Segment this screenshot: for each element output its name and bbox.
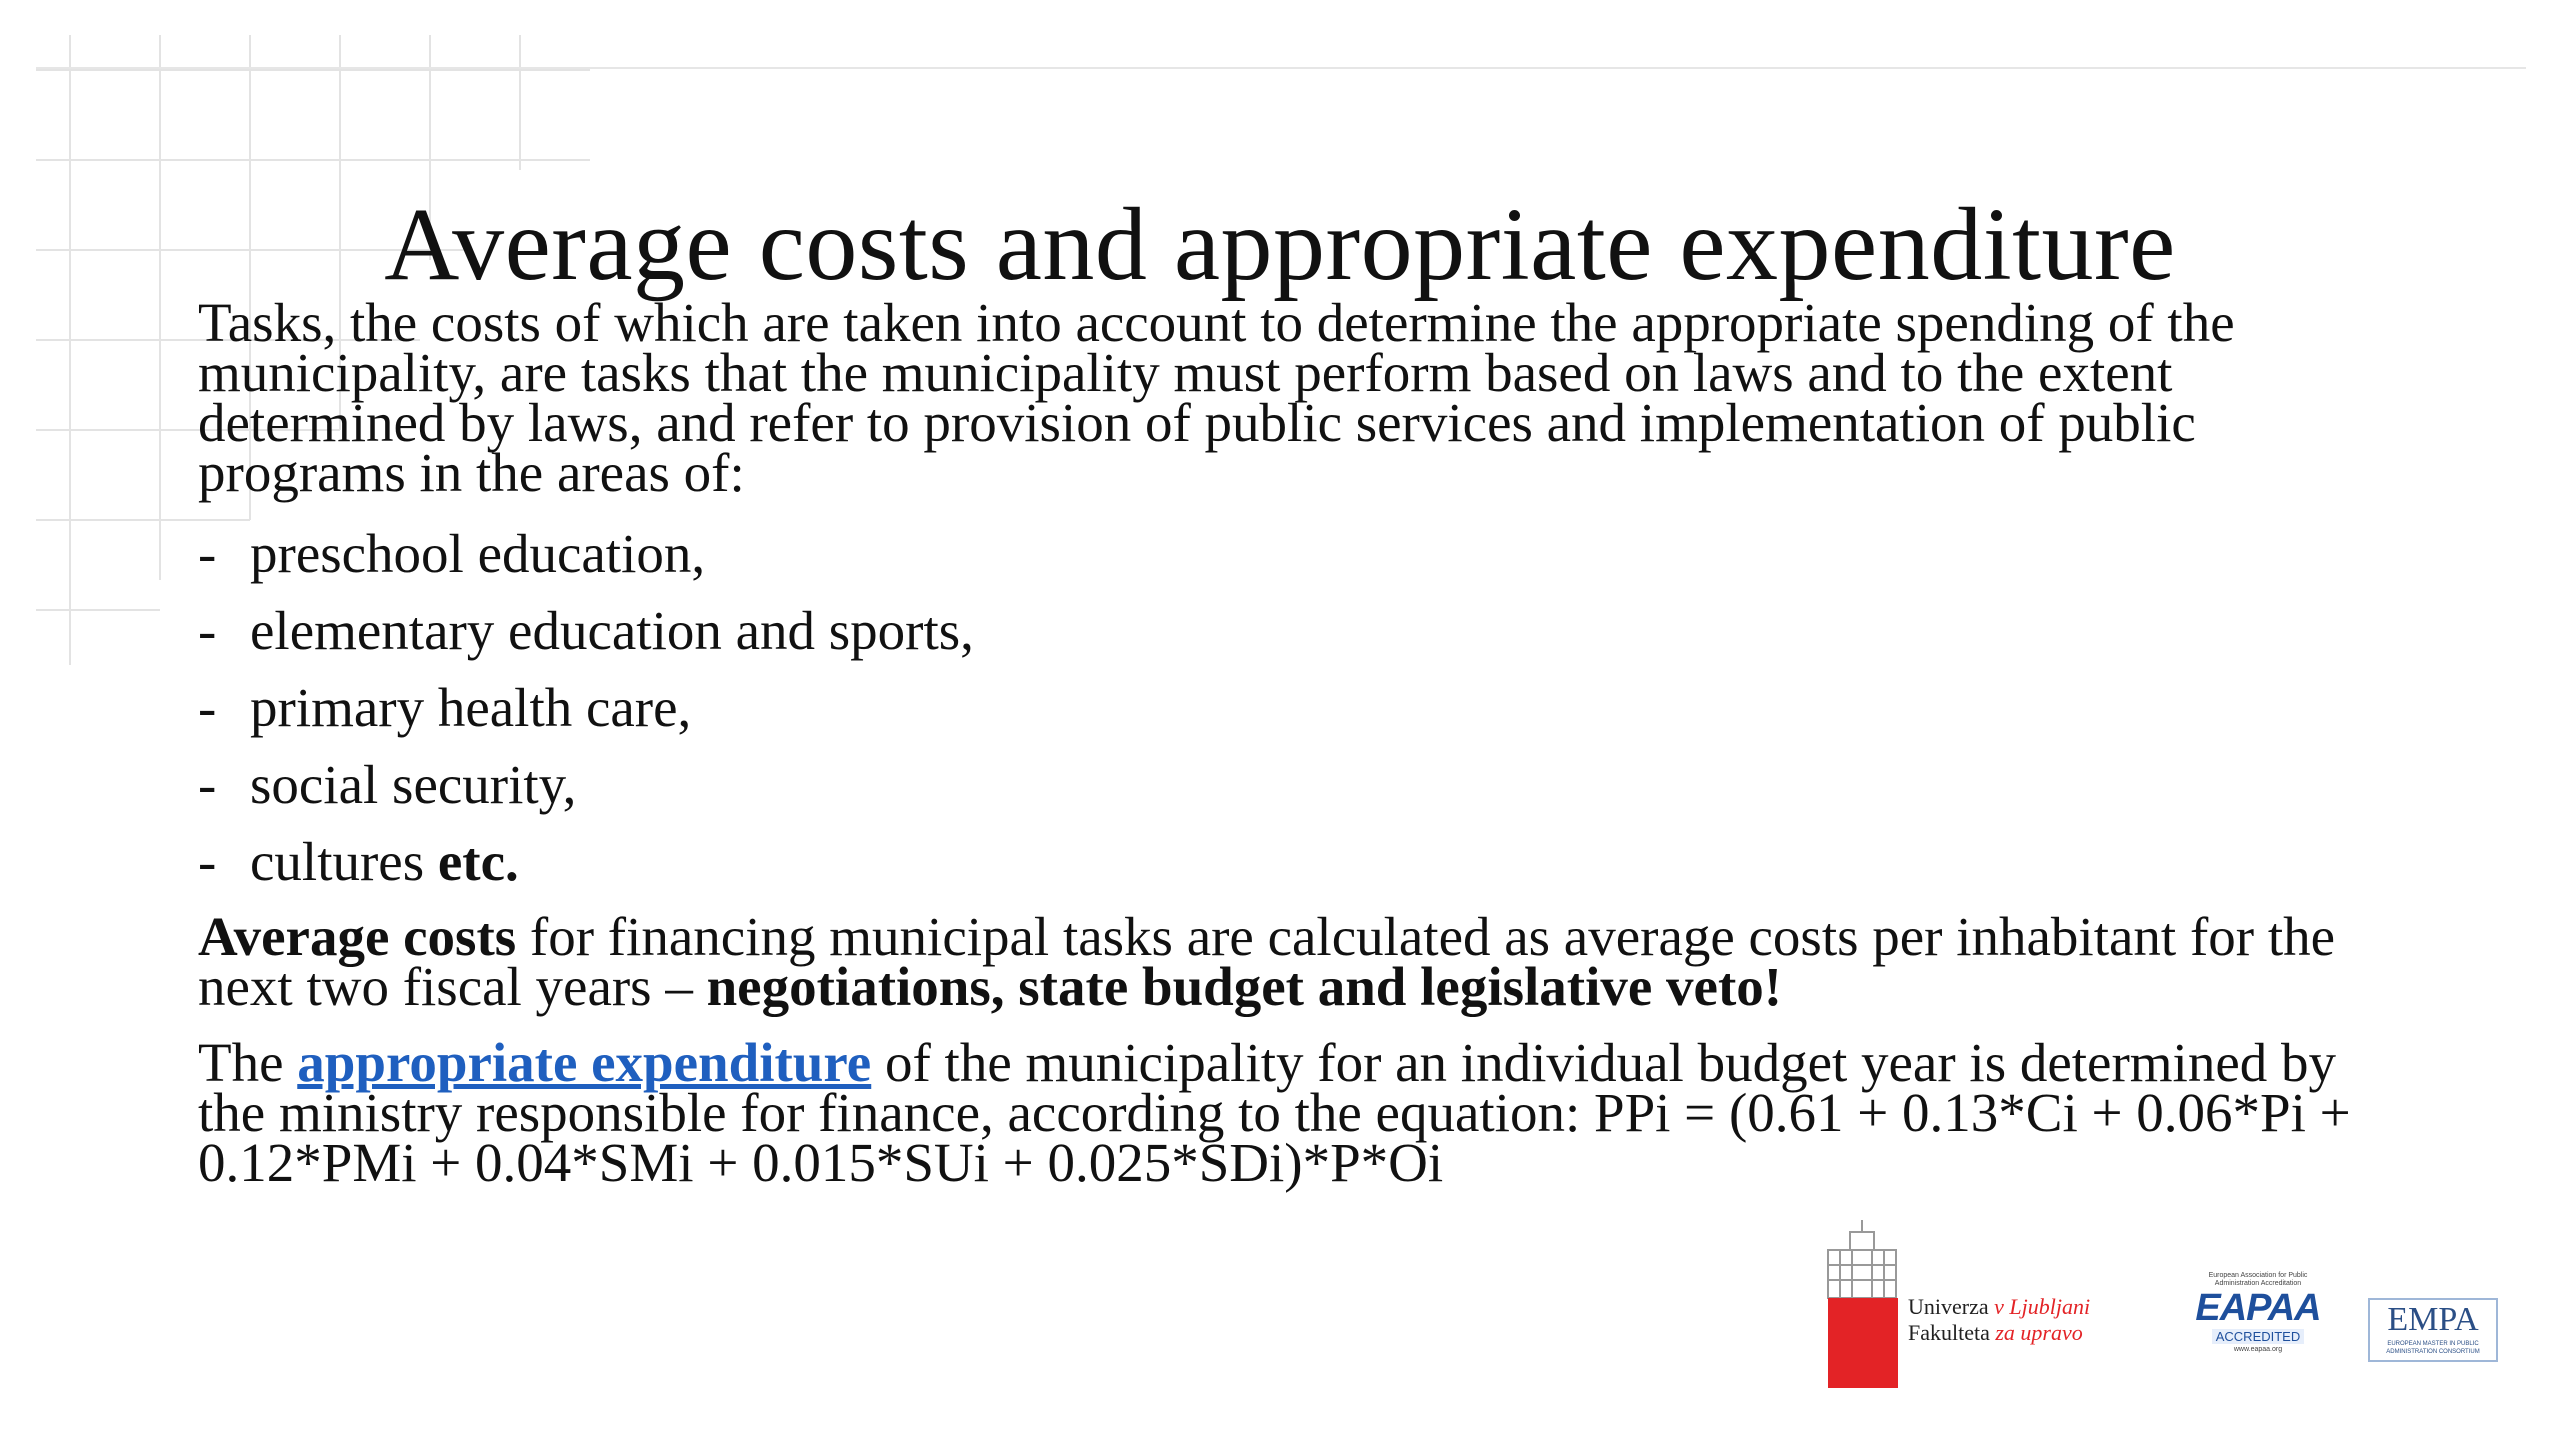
bullet-dash: - — [198, 600, 217, 661]
list-item — [198, 678, 2398, 738]
bullet-dash: - — [198, 523, 217, 584]
eapaa-url: www.eapaa.org — [2233, 1346, 2283, 1353]
list-item — [198, 601, 2398, 661]
slide-body — [198, 292, 2398, 1214]
appropriate-expenditure-link[interactable]: appropriate expenditure — [297, 1032, 872, 1093]
bullet-dash: - — [198, 831, 217, 892]
top-rule-line — [36, 67, 2526, 69]
average-costs-term: Average costs — [198, 906, 517, 967]
list-item-text: preschool education, — [250, 523, 706, 584]
ul-line1: Univerza — [1908, 1294, 1995, 1319]
ul-text — [1908, 1294, 2090, 1346]
appropriate-expenditure-paragraph — [198, 1032, 2398, 1193]
list-item — [198, 755, 2398, 815]
intro-paragraph: Tasks, the costs of which are taken into account to determine the appropriate spending of the municipality, are tasks that the municipality must perform based on laws and to the extent determined by laws, and refer to provision of public services and implementation of public programs in the areas of: — [198, 292, 2235, 503]
list-item — [198, 524, 2398, 584]
average-costs-paragraph — [198, 906, 2398, 1017]
ul-line2: Fakulteta — [1908, 1320, 1996, 1345]
average-costs-text: for financing municipal tasks are calculated as average costs per inhabitant for the next two fiscal years – — [198, 906, 2336, 1017]
bullet-dash: - — [198, 754, 217, 815]
ul-line2-italic: za upravo — [1995, 1320, 2083, 1345]
list-item-bold-etc: etc. — [437, 831, 519, 892]
list-item-text: social security, — [250, 754, 577, 815]
bullet-dash: - — [198, 677, 217, 738]
task-area-list — [198, 524, 2398, 892]
empa-caption: EUROPEAN MASTER IN PUBLIC ADMINISTRATION CONSORTIUM — [2386, 1341, 2480, 1355]
approp-equation-text: of the municipality for an individual budget year is determined by the ministry responsible for finance, according to the equation: PPi = (0.61 + 0.13*Ci + 0.06*Pi + 0.12*PMi + 0.04*SMi + 0.015*SUi + 0.025*SDi)*P*Oi — [198, 1032, 2351, 1193]
list-item — [198, 832, 2398, 892]
empa-logo — [2368, 1298, 2498, 1362]
ul-red-block — [1828, 1298, 1898, 1388]
approp-lead: The — [198, 1032, 298, 1093]
slide-title: Average costs and appropriate expenditure — [384, 186, 2176, 302]
eapaa-accredited: ACCREDITED — [2212, 1329, 2305, 1344]
university-building-icon — [1820, 1220, 1904, 1300]
list-item-text: cultures — [250, 831, 438, 892]
list-item-text: elementary education and sports, — [250, 600, 974, 661]
univerza-ljubljani-logo — [1820, 1220, 2140, 1390]
list-item-text: primary health care, — [250, 677, 692, 738]
empa-wordmark: EMPA — [2387, 1301, 2479, 1338]
eapaa-wordmark: EAPAA — [2195, 1287, 2321, 1329]
footer-logos — [1820, 1220, 2520, 1400]
eapaa-caption: European Association for Public Administration Accreditation — [2208, 1272, 2308, 1287]
ul-line1-italic: v Ljubljani — [1994, 1294, 2091, 1319]
eapaa-logo — [2188, 1272, 2328, 1392]
average-costs-emphasis: negotiations, state budget and legislative veto! — [706, 956, 1783, 1017]
